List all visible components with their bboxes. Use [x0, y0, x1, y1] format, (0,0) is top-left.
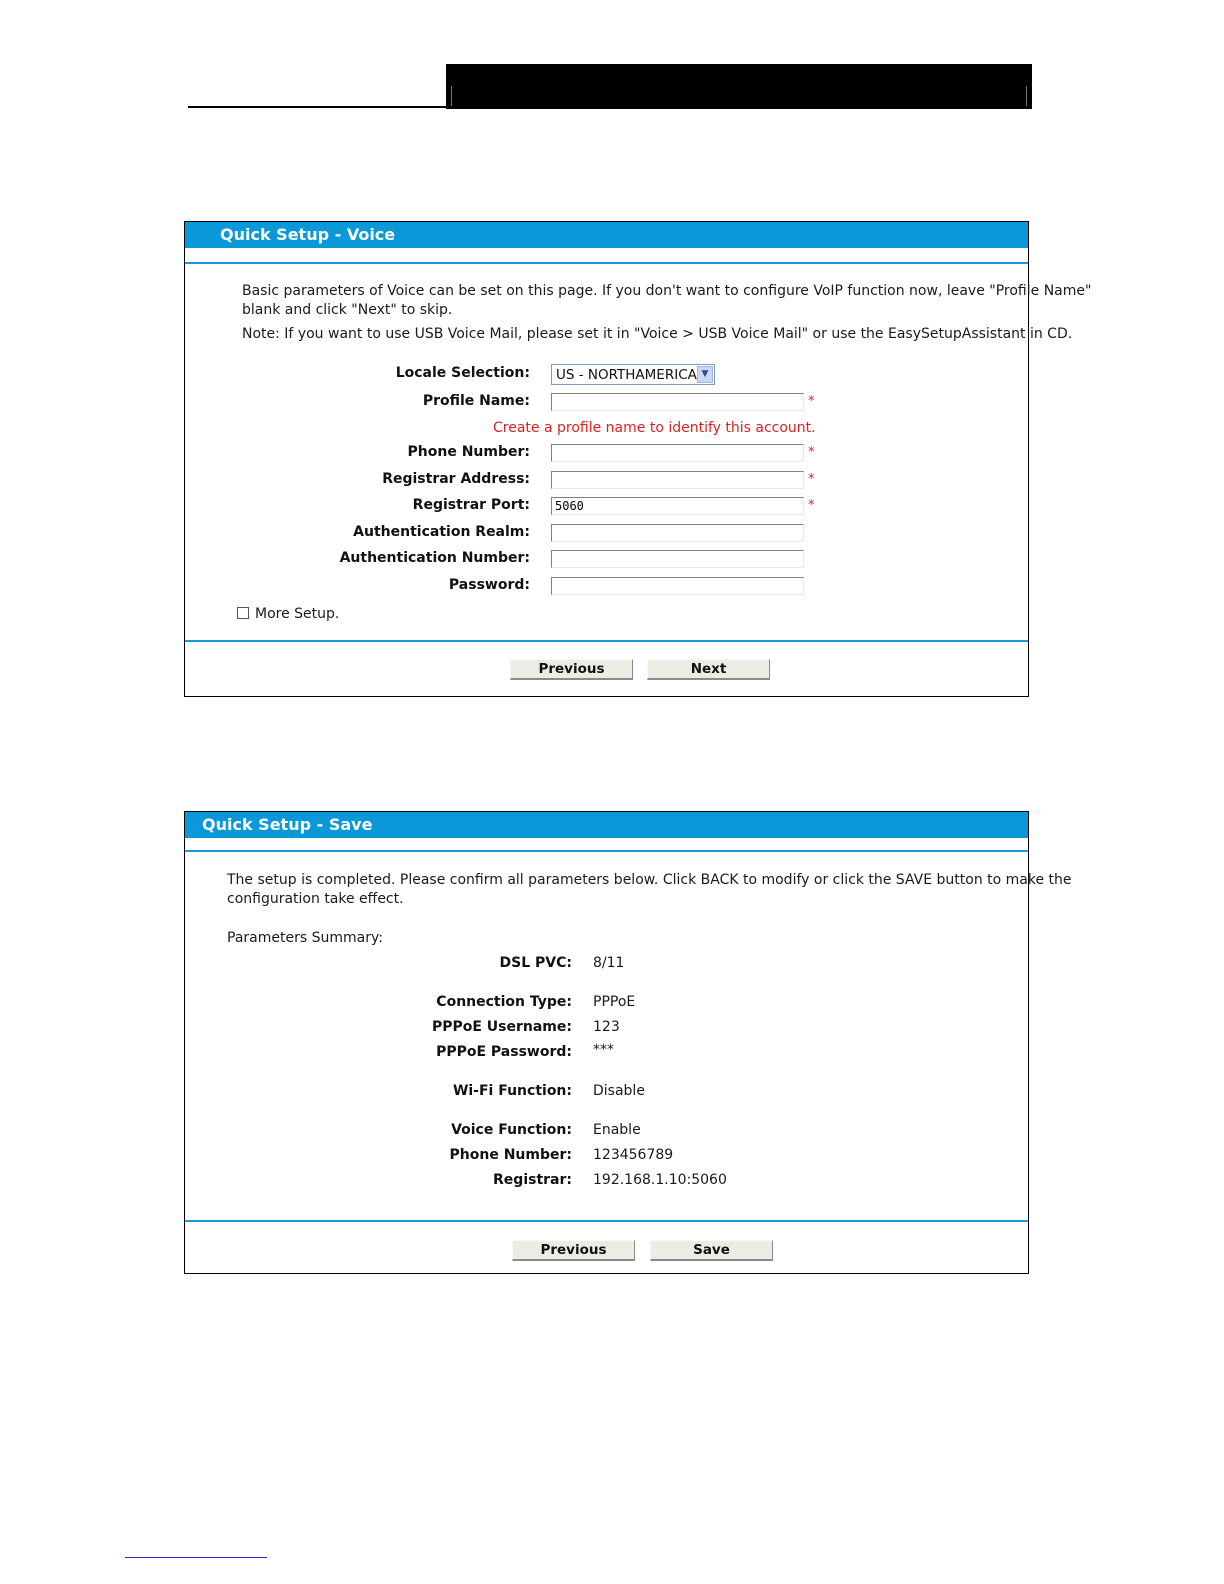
registrar-port-label: Registrar Port: [412, 497, 530, 513]
save-button[interactable]: Save [650, 1240, 773, 1261]
voice-previous-button[interactable]: Previous [510, 659, 633, 680]
registrar-port-input[interactable] [551, 497, 804, 515]
save-title-rule [185, 850, 1028, 852]
auth-realm-label: Authentication Realm: [353, 524, 530, 540]
save-panel-title: Quick Setup - Save [202, 815, 373, 834]
summary-label-wifi-function: Wi-Fi Function: [452, 1083, 572, 1099]
auth-number-label: Authentication Number: [339, 550, 530, 566]
summary-value-pppoe-username: 123 [593, 1019, 620, 1035]
phone-number-label: Phone Number: [407, 444, 530, 460]
save-intro-line2: configuration take effect. [227, 891, 404, 907]
password-input[interactable] [551, 577, 804, 595]
summary-label-connection-type: Connection Type: [436, 994, 572, 1010]
registrar-address-input[interactable] [551, 471, 804, 489]
voice-panel-title: Quick Setup - Voice [220, 225, 396, 244]
registrar-address-required-mark: * [808, 472, 815, 487]
summary-value-wifi-function: Disable [593, 1083, 645, 1099]
save-previous-button[interactable]: Previous [512, 1240, 635, 1261]
summary-label-pppoe-username: PPPoE Username: [431, 1019, 572, 1035]
voice-intro-line1: Basic parameters of Voice can be set on this page. If you don't want to configure VoIP function now, leave "Profile Name" [242, 283, 1092, 299]
summary-value-connection-type: PPPoE [593, 994, 636, 1010]
summary-label-phone-number: Phone Number: [449, 1147, 572, 1163]
header-bar [446, 64, 1032, 109]
summary-value-voice-function: Enable [593, 1122, 641, 1138]
next-button[interactable]: Next [647, 659, 770, 680]
registrar-address-label: Registrar Address: [382, 471, 530, 487]
header-underline [188, 106, 448, 108]
voice-title-rule [185, 262, 1028, 264]
summary-label-registrar: Registrar: [493, 1172, 572, 1188]
header-bar-tick-left [451, 86, 452, 106]
save-panel-title-bar [185, 812, 1028, 838]
password-label: Password: [448, 577, 530, 593]
phone-number-input[interactable] [551, 444, 804, 462]
summary-value-phone-number: 123456789 [593, 1147, 674, 1163]
profile-name-required-mark: * [808, 394, 815, 409]
summary-value-registrar: 192.168.1.10:5060 [593, 1172, 727, 1188]
locale-label: Locale Selection: [395, 365, 530, 381]
more-setup-checkbox[interactable] [237, 607, 249, 619]
voice-panel [184, 221, 1092, 697]
profile-name-hint: Create a profile name to identify this account. [493, 420, 816, 436]
save-intro-line1: The setup is completed. Please confirm all parameters below. Click BACK to modify or click the SAVE button to make the [227, 872, 1072, 888]
voice-bottom-rule [185, 640, 1028, 642]
profile-name-input[interactable] [551, 393, 804, 411]
auth-number-input[interactable] [551, 550, 804, 568]
auth-realm-input[interactable] [551, 524, 804, 542]
summary-value-dsl-pvc: 8/11 [593, 955, 625, 971]
phone-number-required-mark: * [808, 445, 815, 460]
summary-label-voice-function: Voice Function: [451, 1122, 572, 1138]
save-bottom-rule [185, 1220, 1028, 1222]
footer-link-underline [125, 1557, 267, 1558]
summary-label-pppoe-password: PPPoE Password: [436, 1044, 572, 1060]
parameters-summary-title: Parameters Summary: [227, 930, 383, 946]
chevron-down-icon[interactable]: ▼ [697, 366, 713, 383]
summary-value-pppoe-password: *** [593, 1042, 614, 1058]
save-panel [184, 811, 1072, 1274]
registrar-port-required-mark: * [808, 498, 815, 513]
locale-select[interactable] [551, 364, 715, 385]
voice-panel-title-bar [185, 222, 1028, 248]
header-bar-tick-right [1026, 86, 1027, 106]
summary-label-dsl-pvc: DSL PVC: [499, 955, 572, 971]
more-setup-label: More Setup. [255, 606, 340, 622]
voice-note: Note: If you want to use USB Voice Mail, please set it in "Voice > USB Voice Mail" or use the EasySetupAssistant in CD. [242, 326, 1073, 342]
voice-intro-line2: blank and click "Next" to skip. [242, 302, 453, 318]
locale-select-value: US - NORTHAMERICA [556, 367, 697, 383]
profile-name-label: Profile Name: [422, 393, 530, 409]
